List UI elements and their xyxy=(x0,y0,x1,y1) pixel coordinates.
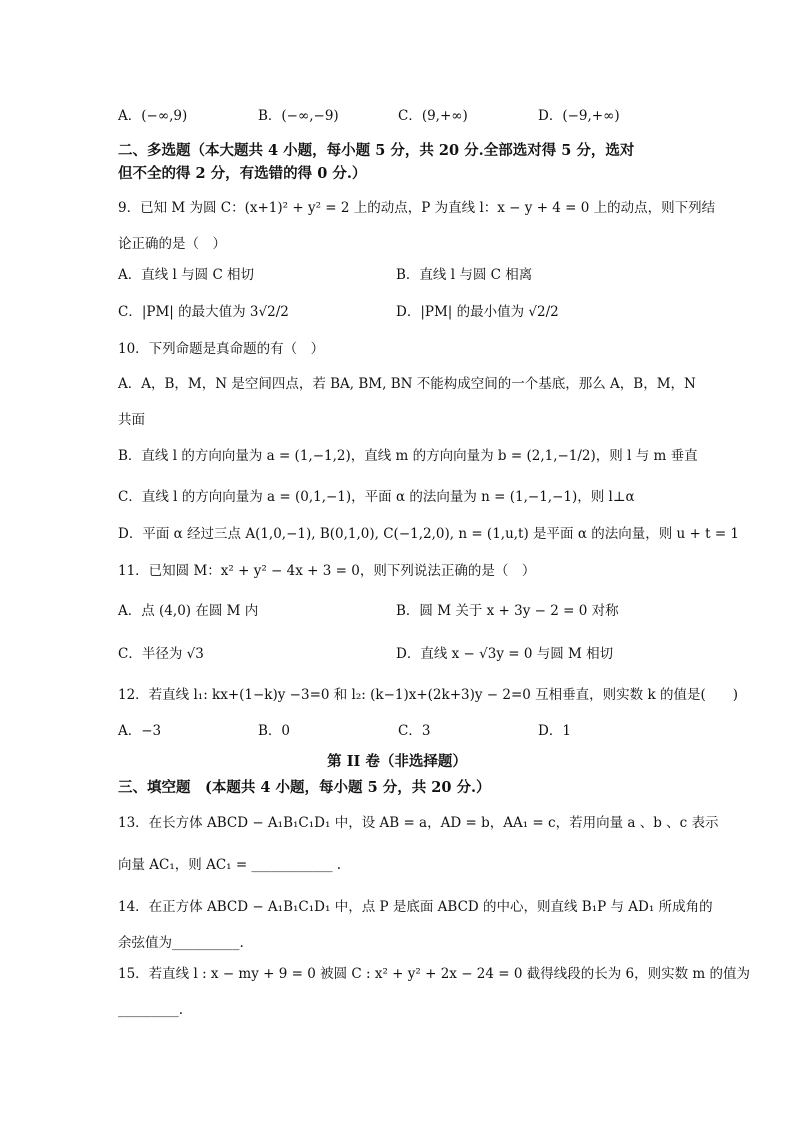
q8-option-d: D．(−9,+∞) xyxy=(538,108,620,124)
q10-option-a-line2: 共面 xyxy=(118,412,145,428)
q10-option-c: C．直线 l 的方向向量为 a = (0,1,−1)，平面 α 的法向量为 n = (1,−1,−1)，则 l⊥α xyxy=(118,489,635,505)
q11-option-c: C．半径为 √3 xyxy=(118,646,204,662)
q12-option-b: B．0 xyxy=(258,723,291,739)
q12-stem: 12．若直线 l₁: kx+(1−k)y −3=0 和 l₂: (k−1)x+(2k+3)y − 2=0 互相垂直，则实数 k 的值是( ) xyxy=(118,687,738,703)
q12-options xyxy=(118,721,684,741)
q9-option-a: A．直线 l 与圆 C 相切 xyxy=(118,267,255,283)
part2-title: 第 II 卷（非选择题） xyxy=(327,753,467,770)
q13-line2: 向量 AC₁，则 AC₁ = ____________ . xyxy=(118,857,342,873)
q9-option-d: D．|PM| 的最小值为 √2/2 xyxy=(396,304,559,320)
q11-stem: 11．已知圆 M：x² + y² − 4x + 3 = 0，则下列说法正确的是（ ） xyxy=(118,563,536,579)
q9-option-b: B．直线 l 与圆 C 相离 xyxy=(396,267,533,283)
q12-option-c: C．3 xyxy=(398,723,431,739)
section2-title-line1: 二、多选题（本大题共 4 小题，每小题 5 分，共 20 分.全部选对得 5 分，选对 xyxy=(118,142,635,159)
q11-options-row1 xyxy=(118,601,684,621)
q10-option-d: D．平面 α 经过三点 A(1,0,−1), B(0,1,0), C(−1,2,0), n = (1,u,t) 是平面 α 的法向量，则 u + t = 1 xyxy=(118,526,740,542)
q8-option-b: B．(−∞,−9) xyxy=(258,108,339,124)
q13-line1: 13．在长方体 ABCD − A₁B₁C₁D₁ 中，设 AB = a，AD = b，AA₁ = c，若用向量 a 、b 、c 表示 xyxy=(118,815,719,831)
q11-options-row2 xyxy=(118,644,684,664)
q10-stem: 10．下列命题是真命题的有（ ） xyxy=(118,341,325,357)
q9-options-row1 xyxy=(118,265,684,285)
q10-option-b: B．直线 l 的方向向量为 a = (1,−1,2)，直线 m 的方向向量为 b = (2,1,−1/2)，则 l 与 m 垂直 xyxy=(118,448,698,464)
q8-options xyxy=(118,106,684,126)
q14-line2: 余弦值为__________. xyxy=(118,935,244,951)
q9-stem-line2: 论正确的是（ ） xyxy=(118,236,226,252)
q10-option-a-line1: A．A，B，M，N 是空间四点，若 BA, BM, BN 不能构成空间的一个基底，那么 A，B，M，N xyxy=(118,376,696,392)
q11-option-d: D．直线 x − √3y = 0 与圆 M 相切 xyxy=(396,646,614,662)
q12-option-d: D．1 xyxy=(538,723,571,739)
section2-title-line2: 但不全的得 2 分，有选错的得 0 分.） xyxy=(118,165,367,182)
q8-option-a: A．(−∞,9) xyxy=(118,108,188,124)
section3-title: 三、填空题 (本题共 4 小题，每小题 5 分，共 20 分.） xyxy=(118,779,491,796)
q15-line2: _________. xyxy=(118,1002,184,1018)
q12-option-a: A．−3 xyxy=(118,723,162,739)
q8-option-c: C．(9,+∞) xyxy=(398,108,468,124)
q11-option-a: A．点 (4,0) 在圆 M 内 xyxy=(118,603,259,619)
q9-options-row2 xyxy=(118,302,684,322)
q14-line1: 14．在正方体 ABCD − A₁B₁C₁D₁ 中，点 P 是底面 ABCD 的中心，则直线 B₁P 与 AD₁ 所成角的 xyxy=(118,899,713,915)
q9-option-c: C．|PM| 的最大值为 3√2/2 xyxy=(118,304,289,320)
q15-line1: 15．若直线 l : x − my + 9 = 0 被圆 C : x² + y² + 2x − 24 = 0 截得线段的长为 6，则实数 m 的值为 xyxy=(118,966,751,982)
q11-option-b: B．圆 M 关于 x + 3y − 2 = 0 对称 xyxy=(396,603,619,619)
q9-stem-line1: 9．已知 M 为圆 C：(x+1)² + y² = 2 上的动点，P 为直线 l：x − y + 4 = 0 上的动点，则下列结 xyxy=(118,200,716,216)
